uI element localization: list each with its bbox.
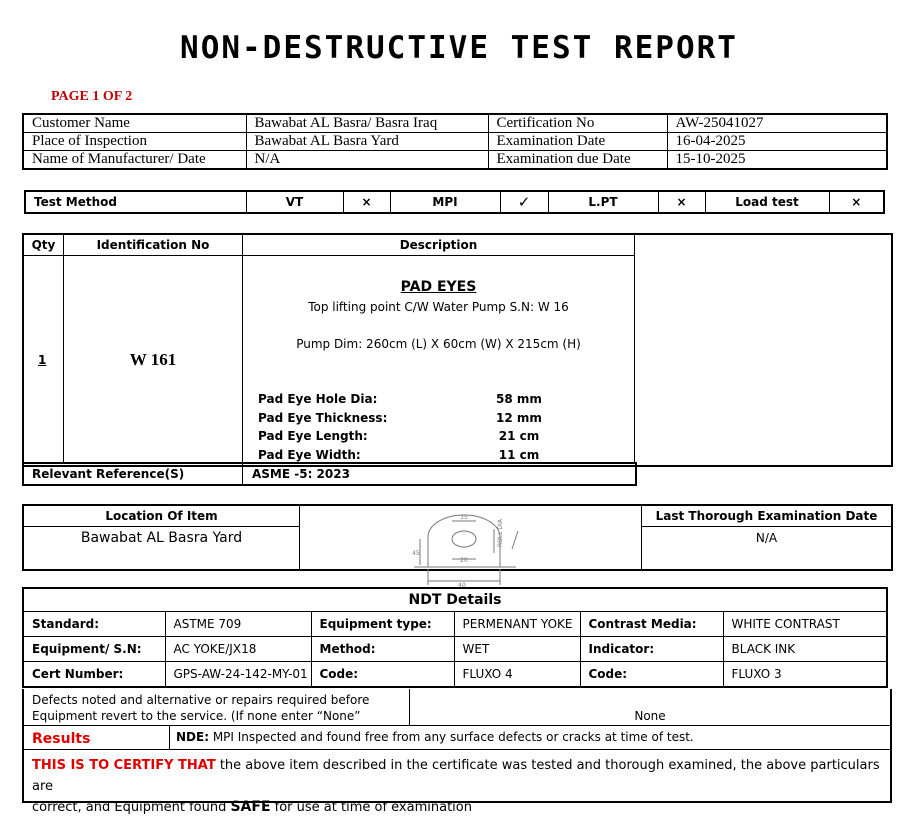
- drawing-dim-5: ROLL DIA: [497, 519, 504, 547]
- equipment-type-value: PERMENANT YOKE: [454, 612, 580, 637]
- cert-value: AW-25041027: [667, 114, 887, 133]
- vt-cross-icon: ×: [343, 191, 390, 213]
- code-value: FLUXO 3: [723, 662, 887, 688]
- results-block: [22, 689, 892, 815]
- reference-value: ASME -5: 2023: [252, 467, 350, 481]
- mpi-check-icon: ✓: [500, 191, 548, 213]
- spec-label: Pad Eye Width:: [258, 448, 361, 462]
- qty-header: Qty: [31, 238, 56, 252]
- last-exam-label: Last Thorough Examination Date: [655, 509, 878, 523]
- qty-value: 1: [38, 353, 47, 367]
- certify-heading: THIS IS TO CERTIFY THAT: [32, 758, 216, 773]
- defects-value: None: [634, 709, 666, 723]
- results-label: Results: [32, 731, 91, 747]
- ndt-table: [22, 587, 888, 688]
- spec-label: Pad Eye Thickness:: [258, 411, 388, 425]
- location-block: [22, 504, 893, 589]
- drawing-dim-1: 35: [460, 514, 468, 521]
- spec-value: 11 cm: [498, 448, 540, 462]
- exam-date-value: 16-04-2025: [667, 133, 887, 151]
- place-value: Bawabat AL Basra Yard: [246, 133, 488, 151]
- spec-value: 12 mm: [496, 411, 542, 425]
- cert-number-label: Cert Number:: [23, 662, 165, 688]
- method-label: Method:: [311, 637, 454, 662]
- manufacturer-value: N/A: [246, 151, 488, 170]
- equipment-type-label: Equipment type:: [311, 612, 454, 637]
- drawing-dim-4: 45: [412, 550, 420, 557]
- lpt-label: L.PT: [548, 191, 658, 213]
- due-date-value: 15-10-2025: [667, 151, 887, 170]
- description-line-2: Pump Dim: 260cm (L) X 60cm (W) X 215cm (H): [296, 337, 581, 351]
- equipment-sn-value: AC YOKE/JX18: [165, 637, 311, 662]
- certify-safe: SAFE: [230, 799, 271, 815]
- spec-label: Pad Eye Hole Dia:: [258, 392, 378, 406]
- mpi-label: MPI: [390, 191, 500, 213]
- standard-label: Standard:: [23, 612, 165, 637]
- item-block: [22, 233, 893, 467]
- place-label: Place of Inspection: [23, 133, 246, 151]
- cert-number-value: GPS-AW-24-142-MY-01: [165, 662, 311, 688]
- code-label: Code:: [311, 662, 454, 688]
- defects-line-2: Equipment revert to the service. (If none enter “None”: [32, 709, 361, 723]
- cert-label: Certification No: [488, 114, 667, 133]
- due-date-label: Examination due Date: [488, 151, 667, 170]
- indicator-label: Indicator:: [580, 637, 723, 662]
- description-header: Description: [399, 238, 478, 252]
- contrast-media-value: WHITE CONTRAST: [723, 612, 887, 637]
- code-label: Code:: [580, 662, 723, 688]
- certify-text-3: for use at time of examination: [270, 800, 472, 815]
- drawing-dim-2: 20: [460, 557, 468, 564]
- results-prefix: NDE:: [176, 730, 209, 744]
- page-label: PAGE 1 OF 2: [51, 89, 133, 104]
- location-label: Location Of Item: [105, 509, 218, 523]
- customer-label: Customer Name: [23, 114, 246, 133]
- certify-text-2: correct, and Equipment found: [32, 800, 231, 815]
- results-body: MPI Inspected and found free from any surface defects or cracks at time of test.: [209, 730, 694, 744]
- description-title: PAD EYES: [400, 279, 477, 295]
- lpt-cross-icon: ×: [658, 191, 705, 213]
- test-method-label: Test Method: [25, 191, 246, 213]
- indicator-value: BLACK INK: [723, 637, 887, 662]
- identification-value: W 161: [129, 350, 177, 369]
- reference-row: [22, 462, 637, 486]
- standard-value: ASTME 709: [165, 612, 311, 637]
- code-value: FLUXO 4: [454, 662, 580, 688]
- ndt-heading: NDT Details: [23, 588, 887, 612]
- pad-eye-drawing: [394, 509, 564, 589]
- method-value: WET: [454, 637, 580, 662]
- spec-label: Pad Eye Length:: [258, 429, 368, 443]
- certify-text-1: the above item described in the certificate was tested and thorough examined, the above particulars are: [32, 758, 880, 794]
- equipment-sn-label: Equipment/ S.N:: [23, 637, 165, 662]
- certify-statement: [32, 755, 887, 818]
- vt-label: VT: [246, 191, 343, 213]
- load-test-label: Load test: [705, 191, 829, 213]
- manufacturer-label: Name of Manufacturer/ Date: [23, 151, 246, 170]
- spec-value: 58 mm: [496, 392, 542, 406]
- exam-date-label: Examination Date: [488, 133, 667, 151]
- report-title: NON-DESTRUCTIVE TEST REPORT: [180, 30, 738, 66]
- reference-label: Relevant Reference(S): [32, 467, 185, 481]
- last-exam-value: N/A: [755, 531, 778, 545]
- drawing-dim-3: 40: [458, 582, 466, 589]
- load-test-cross-icon: ×: [829, 191, 884, 213]
- results-text: [176, 730, 694, 744]
- test-method-table: [24, 190, 885, 214]
- customer-value: Bawabat AL Basra/ Basra Iraq: [246, 114, 488, 133]
- spec-value: 21 cm: [498, 429, 540, 443]
- identification-header: Identification No: [96, 238, 210, 252]
- header-table: [22, 113, 888, 170]
- contrast-media-label: Contrast Media:: [580, 612, 723, 637]
- location-value: Bawabat AL Basra Yard: [80, 530, 243, 546]
- description-line-1: Top lifting point C/W Water Pump S.N: W 16: [308, 300, 569, 314]
- defects-line-1: Defects noted and alternative or repairs required before: [32, 693, 370, 707]
